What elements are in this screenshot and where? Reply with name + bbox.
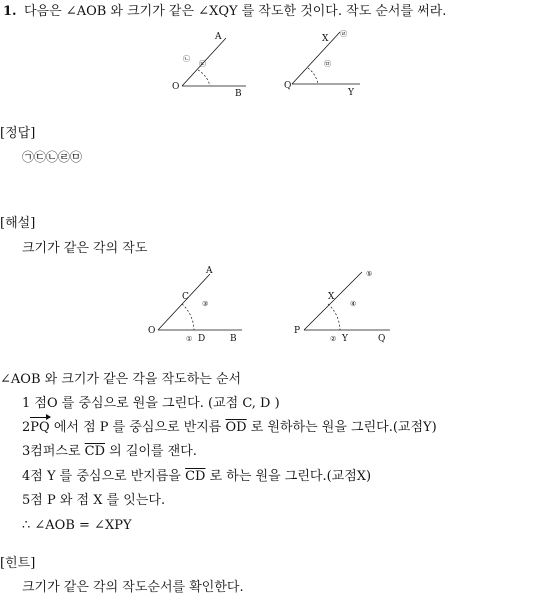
hint-header: [힌트] [0,556,36,571]
exp2-circle-5: ⑤ [366,270,373,278]
order-title: ∠AOB 와 크기가 같은 각을 작도하는 순서 [0,372,242,387]
fig2-label-q: Q [284,81,292,91]
hint-text: 크기가 같은 각의 작도순서를 확인한다. [22,580,244,595]
step-2-number: 2 [22,420,31,435]
exp1-circle-1: ① [186,335,193,343]
step-4-end: 로 하는 원을 그린다.(교점X) [205,469,372,484]
exp1-label-a: A [206,266,213,276]
step-3-segment: $\overline{CD}$ [84,444,106,459]
fig2-label-x: X [322,34,329,44]
question-number: 1. [3,4,17,19]
fig1-mark-2: ㉢ [199,60,206,68]
question-text: 다음은 ∠AOB 와 크기가 같은 ∠XQY 를 작도한 것이다. 작도 순서를 써라. [24,4,447,19]
step-4 [22,469,371,484]
step-2-segment: $\overline{OD}$ [225,420,247,435]
exp1-label-b: B [230,334,237,344]
exp1-label-o: O [148,326,156,336]
exp2-label-p: P [294,326,301,336]
question-figure-xqy [284,28,364,98]
exp2-label-x: X [328,292,335,302]
step-2-vector: PQ [30,420,50,435]
step-2-middle: 에서 점 P 를 중심으로 반지름 [49,420,226,435]
exp2-circle-2: ② [330,335,337,343]
explanation-figure-xpy [292,264,392,350]
exp2-label-q: Q [378,334,386,344]
fig1-label-a: A [215,32,222,42]
exp1-label-c: C [182,292,189,302]
conclusion: ∴ ∠AOB = ∠XPY [22,518,132,533]
exp1-circle-3: ③ [202,300,209,308]
fig2-mark-2: ㉤ [324,60,331,68]
step-5: 5점 P 와 점 X 를 잇는다. [22,493,166,508]
fig1-label-b: B [235,89,242,99]
explanation-figure-aob [146,264,246,350]
exp2-circle-4: ④ [350,300,357,308]
fig1-label-o: O [172,82,180,92]
step-3-start: 3컴퍼스로 [22,444,85,459]
answer-header: [정답] [0,126,36,141]
fig2-label-y: Y [348,88,354,98]
step-2 [22,420,437,435]
step-3-end: 의 길이를 잰다. [105,444,197,459]
step-2-end: 로 원하하는 원을 그린다.(교점Y) [246,420,437,435]
fig1-mark-1: ㉡ [183,55,190,63]
exp1-label-d: D [198,334,206,344]
question-figure-aob [168,28,248,98]
step-4-start: 4점 Y 를 중심으로 반지름을 [22,469,186,484]
answer-value: ㉠㉢㉡㉣㉤ [22,150,83,164]
explanation-header: [해설] [0,216,36,231]
exp2-label-y: Y [342,334,348,344]
explanation-intro: 크기가 같은 각의 작도 [22,241,148,256]
step-3 [22,444,197,459]
step-4-segment: $\overline{CD}$ [185,469,206,484]
fig2-mark-1: ㉣ [340,30,347,38]
step-1: 1 점O 를 중심으로 원을 그린다. (교점 C, D ) [22,396,280,411]
